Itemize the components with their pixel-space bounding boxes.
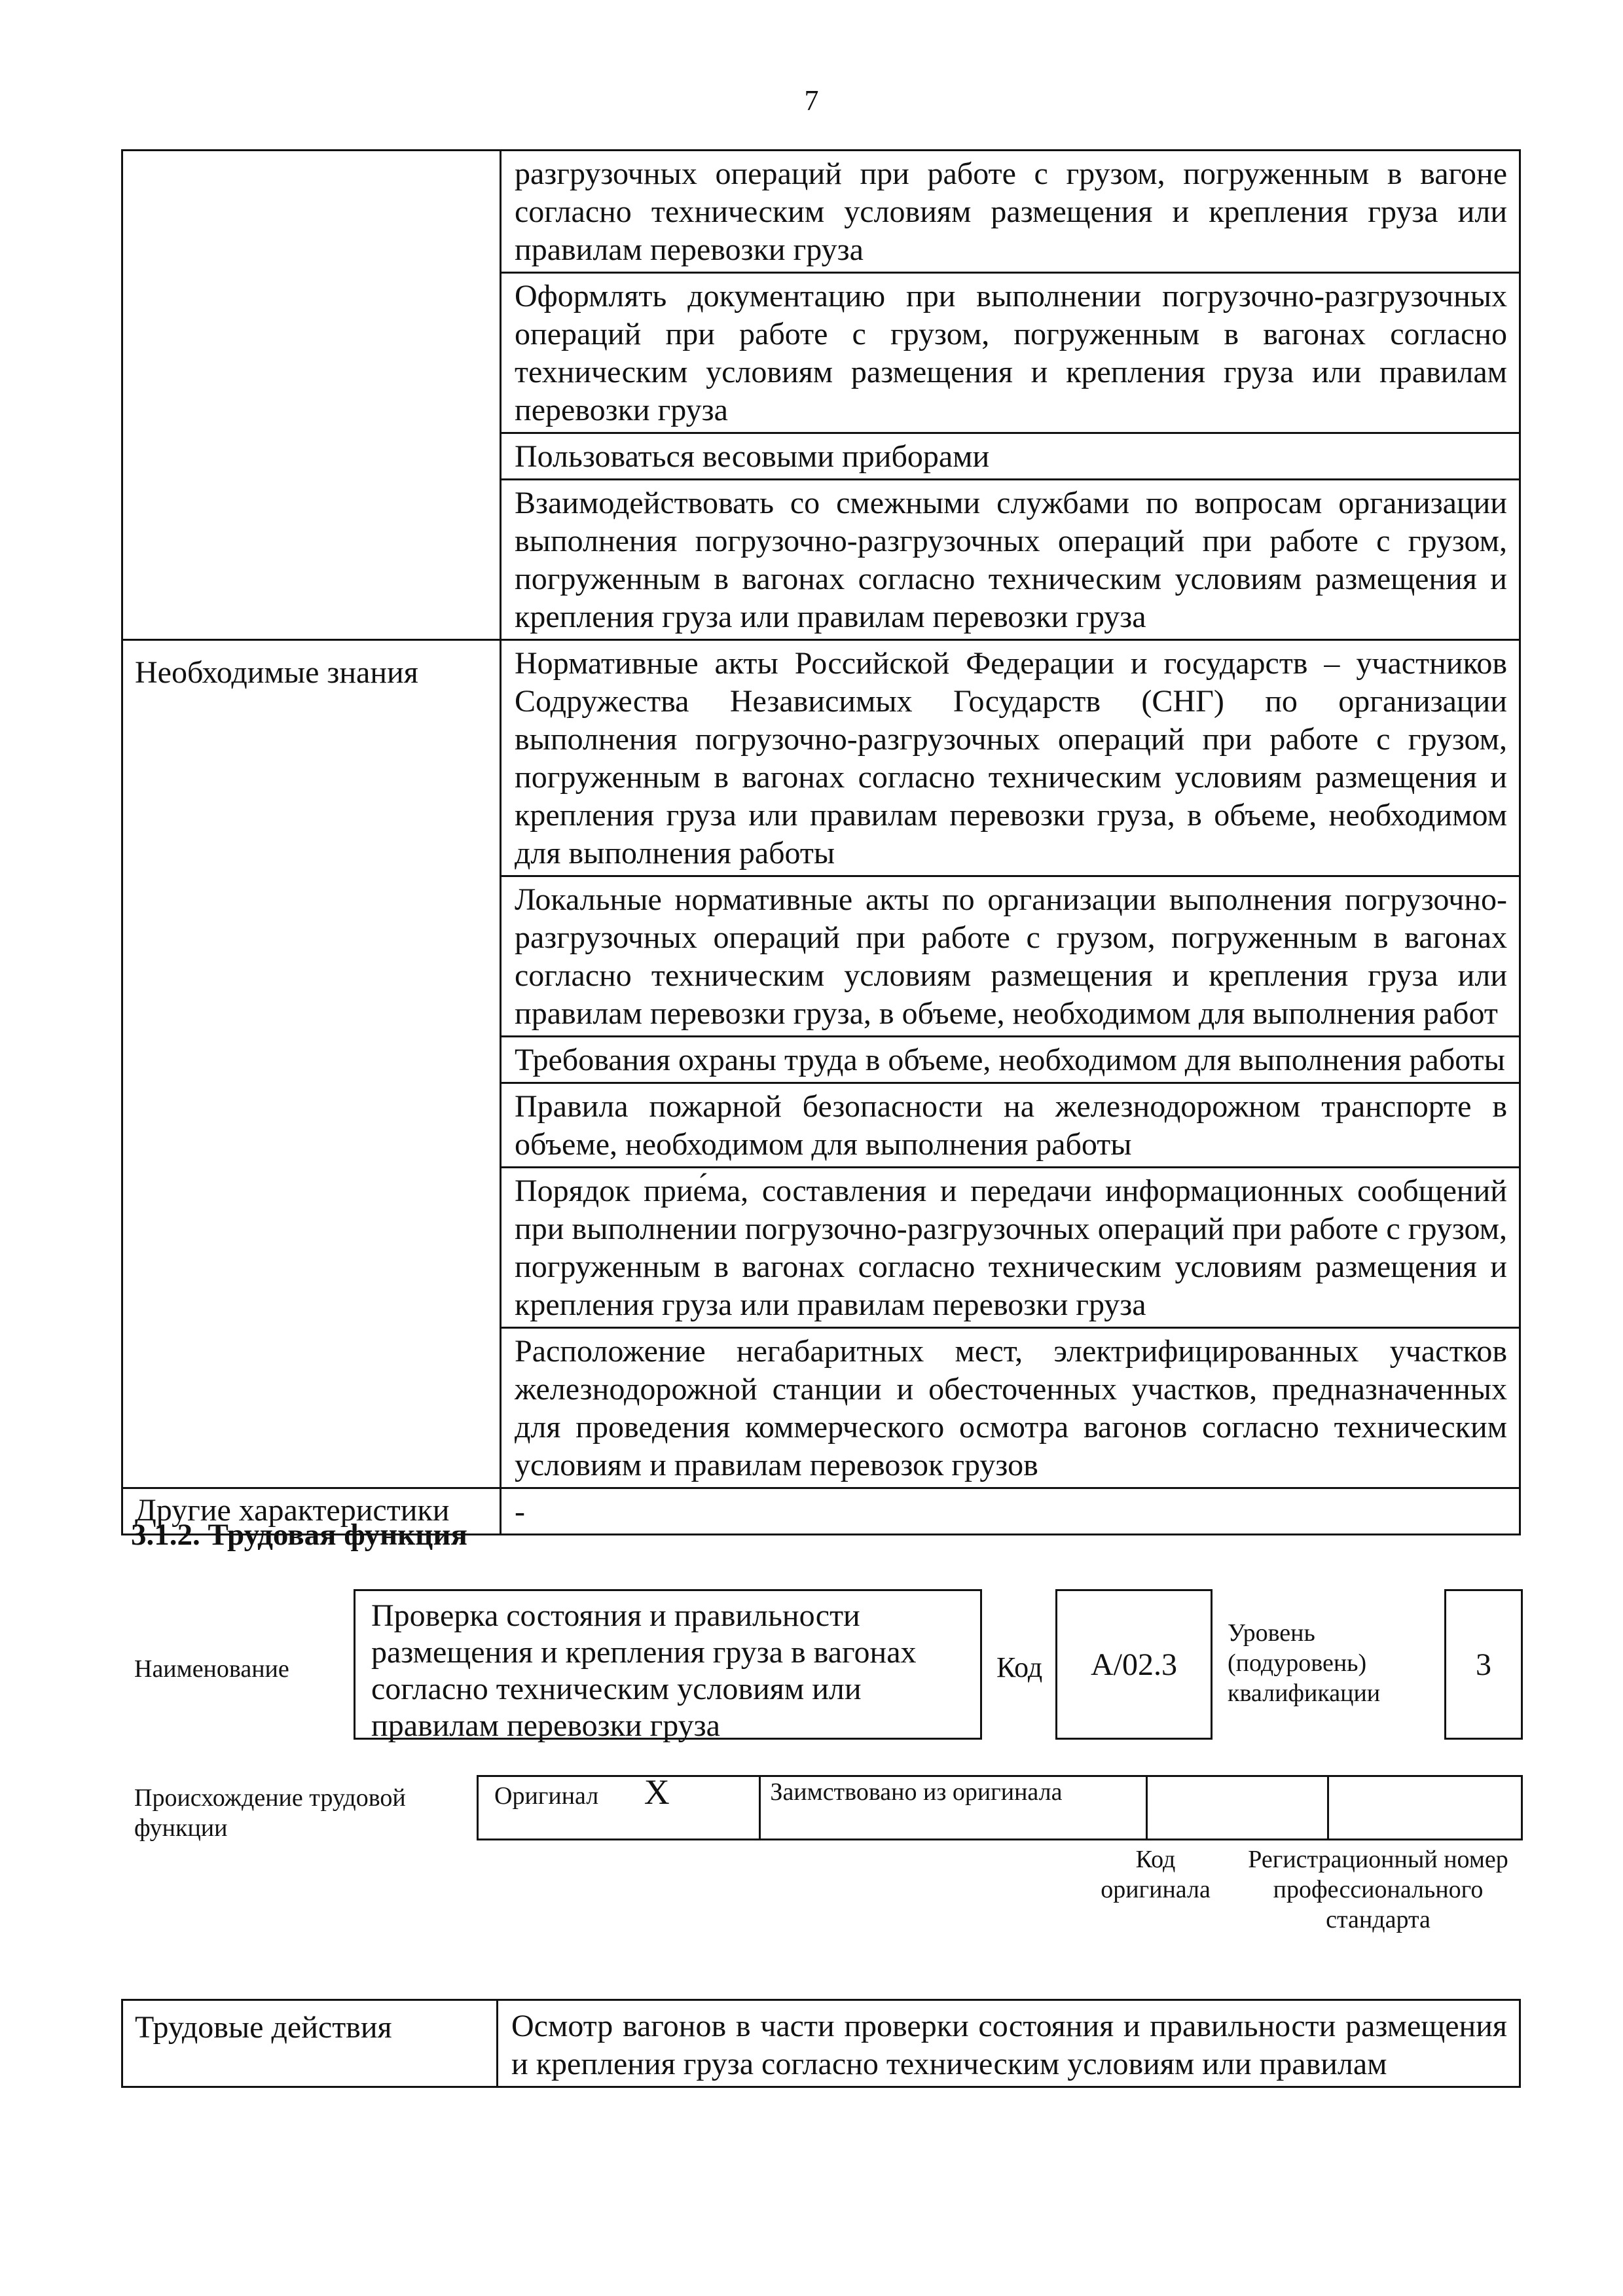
actions-label: Трудовые действия (122, 2000, 498, 2087)
original-label: Оригинал (494, 1782, 599, 1810)
level-label: Уровень (подуровень) квалификации (1228, 1619, 1381, 1707)
caption-reg: Регистрационный номер профессионального стандарта (1248, 1846, 1508, 1933)
origin-label: Происхождение трудовой функции (134, 1784, 406, 1842)
section-heading: 3.1.2. Трудовая функция (131, 1518, 467, 1552)
skill-cell: разгрузочных операций при работе с грузом, погруженным в вагоне согласно техническим условиям размещения и крепления груза или правилам перевозки груза (501, 151, 1520, 273)
knowledge-cell: Нормативные акты Российской Федерации и государств – участников Содружества Независимых Государств (СНГ) по организации выполнения погрузочно-разгрузочных операций при работе с грузом, погруженным в вагонах согласно техническим условиям размещения и крепления груза или правилам перевозки груза, в объеме, необходимом для выполнения работы (501, 640, 1520, 876)
knowledge-cell: Требования охраны труда в объеме, необходимом для выполнения работы (501, 1037, 1520, 1083)
table-row (122, 2000, 1520, 2087)
table-row (122, 640, 1520, 876)
actions-table (121, 1999, 1521, 2088)
function-name-box: Проверка состояния и правильности размещения и крепления груза в вагонах согласно техническим условиям или правилам перевозки груза (354, 1589, 982, 1740)
knowledge-cell: Расположение негабаритных мест, электрифицированных участков железнодорожной станции и обесточенных участков, предназначенных для проведения коммерческого осмотра вагонов согласно техническим условиям и правилам перевозок грузов (501, 1328, 1520, 1488)
table-row (478, 1776, 1522, 1840)
empty-label-cell (122, 151, 501, 640)
caption-code: Код оригинала (1101, 1846, 1211, 1903)
skills-knowledge-table (121, 149, 1521, 1535)
other-value: - (501, 1488, 1520, 1535)
level-value: 3 (1476, 1647, 1491, 1682)
origin-table (477, 1772, 1523, 1840)
original-mark: X (644, 1772, 670, 1812)
original-cell (478, 1772, 760, 1840)
knowledge-cell: Правила пожарной безопасности на железнодорожном транспорте в объеме, необходимом для выполнения работы (501, 1083, 1520, 1168)
other-label: Другие характеристики (122, 1488, 501, 1535)
knowledge-cell: Порядок прие́ма, составления и передачи информационных сообщений при выполнении погрузочно-разгрузочных операций при работе с грузом, погруженным в вагонах согласно техническим условиям размещения и крепления груза или правилам перевозки груза (501, 1168, 1520, 1328)
knowledge-cell: Локальные нормативные акты по организации выполнения погрузочно-разгрузочных операций при работе с грузом, погруженным в вагонах согласно техническим условиям размещения и крепления груза или правилам перевозки груза, в объеме, необходимом для выполнения работ (501, 876, 1520, 1037)
level-box (1444, 1589, 1523, 1740)
skill-cell: Пользоваться весовыми приборами (501, 433, 1520, 480)
actions-cell: Осмотр вагонов в части проверки состояния и правильности размещения и крепления груза согласно техническим условиям или правилам (498, 2000, 1520, 2087)
borrowed-label: Заимствовано из оригинала (760, 1776, 1147, 1840)
name-label: Наименование (134, 1655, 289, 1683)
code-value: A/02.3 (1091, 1647, 1177, 1682)
skill-cell: Взаимодействовать со смежными службами по вопросам организации выполнения погрузочно-разгрузочных операций при работе с грузом, погруженным в вагонах согласно техническим условиям размещения и крепления груза или правилам перевозки груза (501, 480, 1520, 640)
original-code-cell (1146, 1776, 1328, 1840)
knowledge-label: Необходимые знания (122, 640, 501, 1488)
table-row (122, 151, 1520, 273)
code-label: Код (996, 1651, 1043, 1683)
page-number: 7 (804, 84, 819, 117)
skill-cell: Оформлять документацию при выполнении погрузочно-разгрузочных операций при работе с грузом, погруженным в вагонах согласно техническим условиям размещения и крепления груза или правилам перевозки груза (501, 273, 1520, 433)
reg-number-cell (1328, 1776, 1522, 1840)
code-box (1055, 1589, 1213, 1740)
